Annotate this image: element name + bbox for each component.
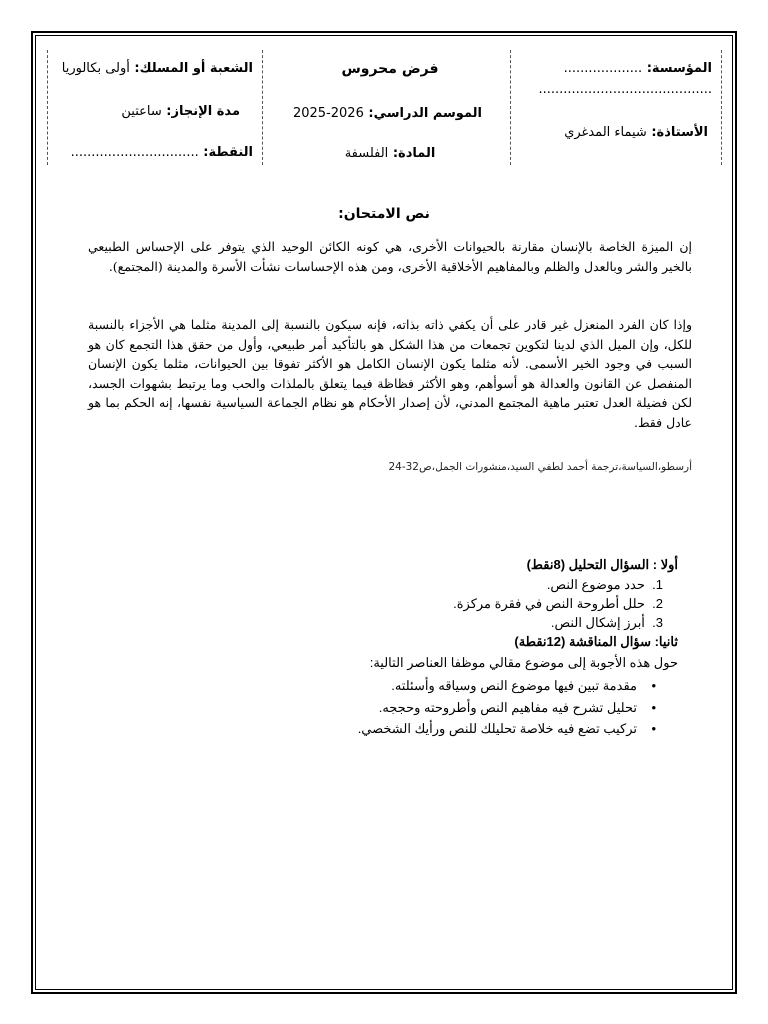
page-border-inner [35,35,733,990]
question-3-text: أبرز إشكال النص. [550,615,645,630]
grade-label: النقطة: [203,145,253,160]
branch-value: أولى بكالوريا [61,61,130,76]
year-value: 2025-2026 [292,106,364,121]
duration-value: ساعتين [121,104,162,119]
grade-dots: ............................... [70,145,199,160]
year-label: الموسم الدراسي: [368,106,483,121]
institution-value: ................... [563,61,643,76]
bullet-item-2-text: تحليل تشرح فيه مفاهيم النص وأطروحته وحججه. [378,700,637,715]
institution-line2 [538,82,712,97]
subject-row [300,146,480,161]
institution-label: المؤسسة: [646,61,712,76]
section1-title-text: أولا : السؤال التحليل (8نقط) [526,557,678,572]
bullet-dot-icon: • [637,721,656,736]
subject-value: الفلسفة [344,146,389,161]
section2-intro: حول هذه الأجوبة إلى موضوع مقالي موظفا العناصر التالية: [369,655,678,670]
duration-row [121,104,240,119]
exam-title: فرض محروس [341,61,439,77]
subject-label: المادة: [392,146,436,161]
section2-title-text: ثانيا: سؤال المناقشة (12نقطة) [514,634,678,649]
bullet-dot-icon: • [637,700,656,715]
exam-paragraph-2: وإذا كان الفرد المنعزل غير قادر على أن يكفي ذاته بذاته، فإنه سيكون بالنسبة إلى المدينة مثلما هي الأجزاء بالنسبة للكل، وإن الميل الذي لدينا لتكوين تجمعات من هذا الشكل هو بالتأكيد أمر طبيعي، وأول من حقق هذا التجمع كان هو السبب في وجود الخير الأسمى. لأنه مثلما يكون الإنسان الكامل هو الأكثر تفوقا بين الحيوانات، مثلما يكون الإنسان المنفصل عن القانون والعدالة هو أسوأهم، وهو الأكثر فظاظة فيما يتعلق بالملذات والحب وما يرتبط بشهوات الجسد، لكن فضيلة العدل تعتبر ماهية المجتمع المدني، لأن إصدار الأحكام هو نظام الجماعة السياسية نفسها، إنه الحكم بما هو عادل فقط. [88,317,692,430]
bullet-item-2 [379,700,656,716]
question-1-text: حدد موضوع النص. [546,577,645,592]
question-1: 1. حدد موضوع النص. [546,577,663,592]
question-3: 3. أبرز إشكال النص. [550,615,663,630]
institution-line2-dots: .......................................... [538,82,712,97]
branch-row [62,61,253,76]
teacher-row [564,125,708,140]
question-2: 2. حلل أطروحة النص في فقرة مركزة. [453,596,663,611]
bullet-item-1 [391,678,656,694]
bullet-item-3 [358,721,656,737]
institution-row [564,61,712,76]
bullet-item-3-text: تركيب تضع فيه خلاصة تحليلك للنص ورأيك الشخصي. [357,721,637,736]
question-2-text: حلل أطروحة النص في فقرة مركزة. [453,596,645,611]
section2-title [514,633,678,651]
duration-label: مدة الإنجاز: [166,104,240,119]
text-source: أرسطو،السياسة،ترجمة أحمد لطفي السيد،منشورات الجمل،ص32-24 [388,461,692,473]
teacher-name: شيماء المدغري [564,125,647,140]
grade-row [71,145,253,160]
exam-paragraph-1: إن الميزة الخاصة بالإنسان مقارنة بالحيوانات الأخرى، هي كونه الكائن الوحيد الذي يتوفر على الإحساس الطبيعي بالخير والشر وبالعدل والظلم وبالمفاهيم الأخلاقية الأخرى، ومن هذه الإحساسات نشأت الأسرة والمدينة (المجتمع). [88,239,692,274]
section1-title [527,556,678,574]
exam-text-title: نص الامتحان: [338,206,430,222]
branch-label: الشعبة أو المسلك: [134,61,253,76]
bullet-dot-icon: • [637,678,656,693]
teacher-label: الأستاذة: [651,125,708,140]
year-row [290,106,485,121]
bullet-item-1-text: مقدمة تبين فيها موضوع النص وسياقه وأسئلته. [391,678,637,693]
